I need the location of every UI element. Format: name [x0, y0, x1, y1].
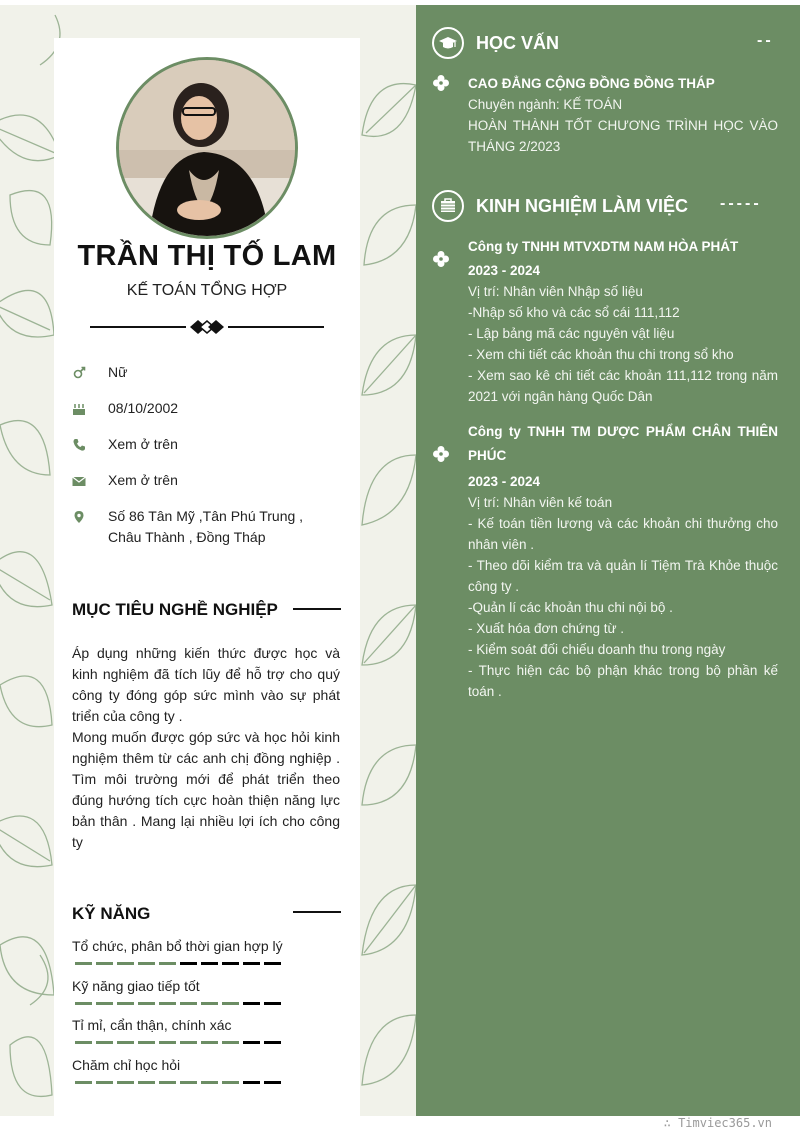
info-phone [72, 436, 308, 455]
job-line: - Xuất hóa đơn chứng từ . [468, 621, 625, 636]
education-block [468, 73, 778, 157]
objective-text [72, 643, 340, 853]
education-dash: -- [757, 32, 774, 49]
job-line: - Theo dõi kiểm tra và quản lí Tiệm Trà Khỏe thuộc công ty . [468, 558, 778, 594]
skill-segment-filled [75, 1041, 92, 1044]
objective-title-line [293, 608, 341, 610]
job-line: -Nhập số kho và các sổ cái 111,112 [468, 305, 680, 320]
flower-bullet-icon [432, 250, 450, 268]
skill-item [72, 1057, 340, 1084]
job-title: KẾ TOÁN TỔNG HỢP [126, 282, 288, 299]
skill-segment-filled [180, 1081, 197, 1084]
skill-segment-empty [222, 962, 239, 965]
phone-icon [72, 436, 108, 454]
job-block [468, 420, 778, 702]
profile-photo [116, 57, 298, 239]
skill-name: Chăm chỉ học hỏi [72, 1057, 181, 1073]
info-address [72, 508, 308, 548]
experience-header [432, 190, 688, 222]
skill-segment-filled [201, 1081, 218, 1084]
skill-segment-filled [201, 1002, 218, 1005]
job-years: 2023 - 2024 [468, 263, 541, 278]
skill-segment-empty [243, 1081, 260, 1084]
skill-segment-filled [159, 962, 176, 965]
skill-item [72, 938, 340, 965]
skill-item [72, 1017, 340, 1044]
skill-segment-filled [117, 1041, 134, 1044]
education-title: HỌC VẤN [476, 32, 560, 53]
job-block [468, 236, 778, 407]
skill-segment-filled [75, 1081, 92, 1084]
objective-paragraph-2: Mong muốn được góp sức và học hỏi kinh nghiệm thêm từ các anh chị đồng nghiệp . Tìm môi trường mới để phát triển theo đúng hướng tích cực hoàn thiện năng lực bản thân . Mang lại nhiều lợi ích cho công ty [72, 729, 340, 850]
skill-name: Tỉ mỉ, cẩn thận, chính xác [72, 1017, 232, 1033]
education-major: Chuyên ngành: KẾ TOÁN [468, 97, 623, 112]
job-line: - Xem chi tiết các khoản thu chi trong sổ kho [468, 347, 734, 362]
skill-level-bar [75, 962, 340, 965]
skill-segment-filled [138, 1081, 155, 1084]
skill-segment-filled [201, 1041, 218, 1044]
skill-name: Kỹ năng giao tiếp tốt [72, 978, 200, 994]
briefcase-icon [432, 190, 464, 222]
skill-item [72, 978, 340, 1005]
skill-level-bar [75, 1081, 340, 1084]
graduation-cap-icon [432, 27, 464, 59]
education-header [432, 27, 559, 59]
skill-segment-filled [117, 1002, 134, 1005]
email-text: Xem ở trên [108, 472, 178, 488]
info-email [72, 472, 308, 491]
skill-segment-filled [138, 1002, 155, 1005]
skill-segment-empty [180, 962, 197, 965]
birthday-text: 08/10/2002 [108, 400, 179, 416]
skill-segment-empty [243, 962, 260, 965]
skill-segment-filled [117, 962, 134, 965]
skills-title-line [293, 911, 341, 913]
phone-text: Xem ở trên [108, 436, 178, 452]
job-years: 2023 - 2024 [468, 474, 541, 489]
job-line: - Kế toán tiền lương và các khoản chi thưởng cho nhân viên . [468, 516, 778, 552]
skill-segment-filled [96, 1081, 113, 1084]
education-note: HOÀN THÀNH TỐT CHƯƠNG TRÌNH HỌC VÀO THÁNG 2/2023 [468, 118, 778, 154]
skill-segment-filled [117, 1081, 134, 1084]
info-birthday [72, 400, 308, 419]
job-line: - Kiểm soát đối chiếu doanh thu trong ngày [468, 642, 726, 657]
job-line: Vị trí: Nhân viên Nhập số liệu [468, 284, 643, 299]
skill-segment-filled [180, 1041, 197, 1044]
skill-segment-empty [264, 962, 281, 965]
skill-segment-empty [243, 1002, 260, 1005]
skill-segment-empty [243, 1041, 260, 1044]
job-line: - Xem sao kê chi tiết các khoản 111,112 trong năm 2021 với ngân hàng Quốc Dân [468, 368, 778, 404]
objective-title: MỤC TIÊU NGHỀ NGHIỆP [72, 600, 278, 619]
skill-segment-filled [159, 1002, 176, 1005]
company-name: Công ty TNHH TM DƯỢC PHẨM CHÂN THIÊN PHÚC [468, 424, 778, 463]
gender-icon [72, 364, 108, 382]
skill-segment-filled [96, 962, 113, 965]
skill-segment-filled [159, 1041, 176, 1044]
skill-segment-filled [96, 1002, 113, 1005]
skill-segment-filled [180, 1002, 197, 1005]
job-line: -Quản lí các khoản thu chi nội bộ . [468, 600, 673, 615]
location-pin-icon [72, 508, 108, 526]
skill-segment-filled [222, 1041, 239, 1044]
skill-segment-empty [201, 962, 218, 965]
skill-segment-filled [75, 1002, 92, 1005]
info-gender [72, 364, 308, 383]
job-line: - Thực hiện các bộ phận khác trong bộ phần kế toán . [468, 663, 778, 699]
skill-level-bar [75, 1002, 340, 1005]
skills-title: KỸ NĂNG [72, 904, 151, 923]
skill-segment-empty [264, 1002, 281, 1005]
skill-segment-empty [264, 1041, 281, 1044]
skill-segment-filled [222, 1002, 239, 1005]
flower-bullet-icon [432, 74, 450, 92]
skill-segment-filled [96, 1041, 113, 1044]
skill-name: Tổ chức, phân bổ thời gian hợp lý [72, 938, 283, 954]
skill-segment-filled [138, 1041, 155, 1044]
email-icon [72, 472, 108, 490]
site-watermark: ∴ Timviec365.vn [663, 1116, 772, 1130]
company-name: Công ty TNHH MTVXDTM NAM HÒA PHÁT [468, 239, 739, 254]
birthday-cake-icon [72, 400, 108, 418]
address-text: Số 86 Tân Mỹ ,Tân Phú Trung , Châu Thành , Đồng Tháp [108, 508, 304, 545]
objective-paragraph-1: Áp dụng những kiến thức được học và kinh nghiệm đã tích lũy để hỗ trợ cho quý công ty đóng góp sức mình vào sự phát triển của công ty . [72, 645, 340, 724]
skill-segment-filled [222, 1081, 239, 1084]
job-line: - Lập bảng mã các nguyên vật liệu [468, 326, 675, 341]
skill-segment-filled [159, 1081, 176, 1084]
experience-title: KINH NGHIỆM LÀM VIỆC [476, 195, 689, 216]
title-divider [90, 317, 324, 337]
flower-bullet-icon [432, 445, 450, 463]
skill-segment-filled [138, 962, 155, 965]
gender-text: Nữ [108, 364, 128, 380]
skill-level-bar [75, 1041, 340, 1044]
skill-segment-empty [264, 1081, 281, 1084]
skill-segment-filled [75, 962, 92, 965]
school-name: CAO ĐẲNG CỘNG ĐỒNG ĐỒNG THÁP [468, 76, 715, 91]
candidate-name: TRẦN THỊ TỐ LAM [77, 240, 337, 272]
job-line: Vị trí: Nhân viên kế toán [468, 495, 613, 510]
experience-dash: ----- [720, 195, 762, 212]
